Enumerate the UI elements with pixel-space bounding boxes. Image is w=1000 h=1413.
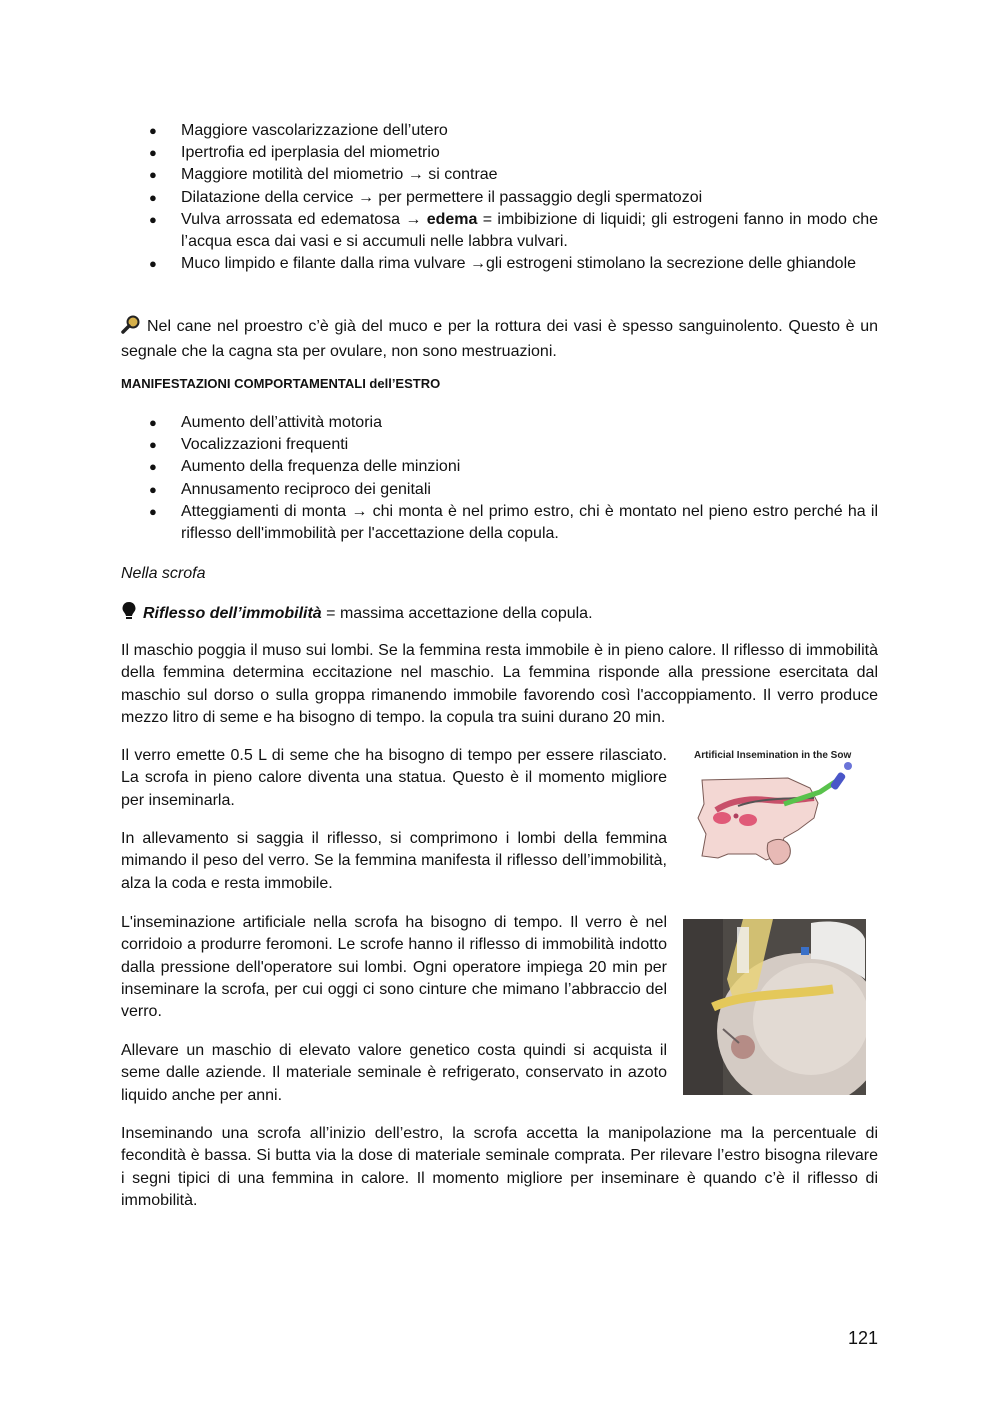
list-item: ● Atteggiamenti di monta → chi monta è nel primo estro, chi è montato nel pieno estro perché ha il riflesso dell'immobilità per l'accettazione della copula. — [121, 501, 878, 545]
list-item: ● Maggiore motilità del miometrio → si contrae — [121, 164, 878, 186]
paragraph: L'inseminazione artificiale nella scrofa ha bisogno di tempo. Il verro è nel corridoio a produrre feromoni. Le scrofe hanno il riflesso di immobilità indotto dalla pressione dell'operatore sui lombi. Ogni operatore impiega 20 min per inseminare la scrofa, per cui oggi ci sono cinture che mimano l’abbraccio del verro. — [121, 914, 667, 1021]
list-item: ● Vocalizzazioni frequenti — [121, 434, 878, 456]
behavior-list — [121, 412, 878, 545]
list-item: ● Maggiore vascolarizzazione dell’utero — [121, 120, 878, 142]
paragraph: In allevamento si saggia il riflesso, si comprimono i lombi della femmina mimando il peso del verro. Se la femmina manifesta il riflesso dell’immobilità, alza la coda e resta immobile. — [121, 830, 667, 892]
paragraph: Inseminando una scrofa all’inizio dell’estro, la scrofa accetta la manipolazione ma la percentuale di fecondità è bassa. Si butta via la dose di materiale seminale comprata. Per rilevare l’estro bisogna rilevare i segni tipici di una femmina in calore. Il momento migliore per inseminare è quando c’è il riflesso di immobilità. — [121, 1125, 878, 1209]
figure-title: Artificial Insemination in the Sow — [694, 750, 852, 761]
sow-anatomy-illustration — [688, 748, 868, 883]
list-item: ● Ipertrofia ed iperplasia del miometrio — [121, 142, 878, 164]
list-item: ● Annusamento reciproco dei genitali — [121, 479, 878, 501]
estrus-signs-list — [121, 120, 878, 275]
paragraph: Allevare un maschio di elevato valore genetico costa quindi si acquista il seme dalle aziende. Il materiale seminale è refrigerato, conservato in azoto liquido anche per anni. — [121, 1042, 667, 1104]
definition-term: Riflesso dell’immobilità — [143, 605, 322, 622]
page-number: 121 — [847, 1328, 878, 1348]
subtitle-sow: Nella scrofa — [121, 565, 206, 582]
insemination-photo — [683, 919, 866, 1095]
list-item: ● Vulva arrossata ed edematosa → edema = imbibizione di liquidi; gli estrogeni fanno in modo che l’acqua esca dai vasi e si accumuli nelle labbra vulvari. — [121, 209, 878, 253]
magnifier-icon — [121, 314, 141, 341]
note-dog-paragraph: Nel cane nel proestro c’è già del muco e per la rottura dei vasi è spesso sanguinolento. Questo è un segnale che la cagna sta per ovulare, non sono mestruazioni. — [121, 314, 878, 364]
list-item: ● Aumento della frequenza delle minzioni — [121, 456, 878, 478]
sow-photo-illustration — [683, 919, 866, 1095]
lightbulb-icon — [121, 601, 137, 628]
paragraph: Il verro emette 0.5 L di seme che ha bisogno di tempo per essere rilasciato. La scrofa in pieno calore diventa una statua. Questo è il momento migliore per inseminarla. — [121, 747, 667, 809]
bold-term: edema — [426, 210, 478, 228]
section-heading: MANIFESTAZIONI COMPORTAMENTALI dell’ESTRO — [121, 376, 441, 391]
list-item: ● Aumento dell’attività motoria — [121, 412, 878, 434]
list-item: ● Muco limpido e filante dalla rima vulvare →gli estrogeni stimolano la secrezione delle ghiandole — [121, 253, 878, 275]
definition-paragraph: Riflesso dell’immobilità = massima accettazione della copula. — [121, 601, 878, 628]
paragraph: Il maschio poggia il muso sui lombi. Se la femmina resta immobile è in pieno calore. Il riflesso di immobilità della femmina determina eccitazione nel maschio. La femmina risponde alla pressione esercitata dal maschio sul dorso o sulla groppa rimanendo immobile favorendo così l'accoppiamento. Il verro produce mezzo litro di seme e ha bisogno di tempo. la copula tra suini durano 20 min. — [121, 642, 878, 726]
list-item: ● Dilatazione della cervice → per permettere il passaggio degli spermatozoi — [121, 187, 878, 209]
insemination-diagram-figure — [688, 748, 868, 883]
